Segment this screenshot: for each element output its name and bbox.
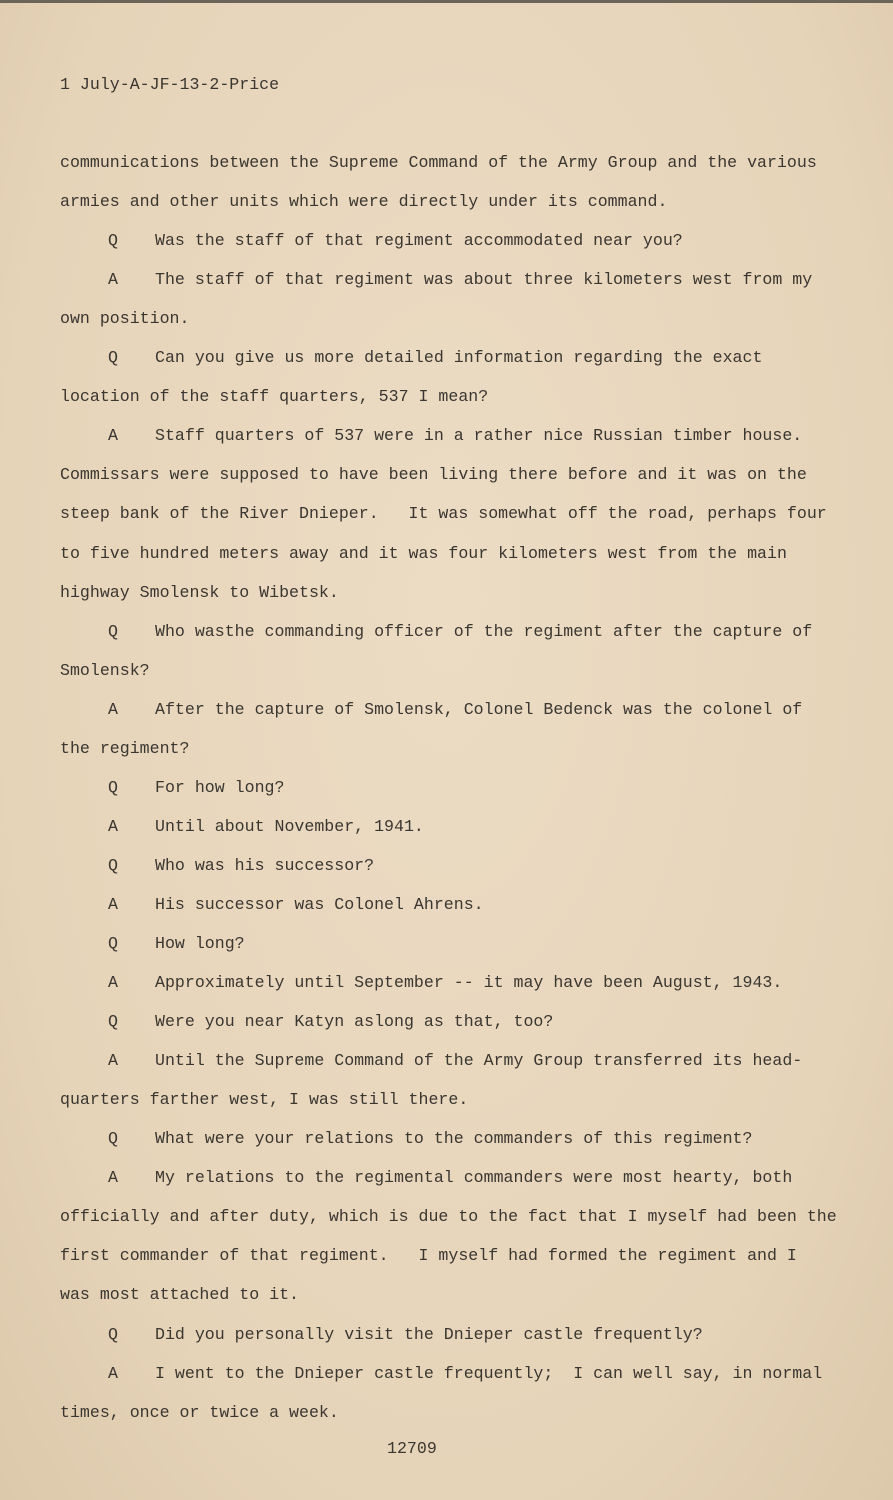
transcript-line: What were your relations to the commanders of this regiment? [155, 1129, 753, 1149]
transcript-line: Commissars were supposed to have been living there before and it was on the [60, 465, 807, 485]
question-marker: Q [108, 231, 118, 251]
transcript-line: Staff quarters of 537 were in a rather nice Russian timber house. [155, 426, 803, 446]
transcript-line: Who wasthe commanding officer of the regiment after the capture of [155, 621, 813, 641]
transcript-line: Until about November, 1941. [155, 816, 424, 836]
transcript-line: own position. [60, 309, 190, 329]
answer-marker: A [108, 1363, 118, 1383]
answer-marker: A [108, 699, 118, 719]
transcript-line: officially and after duty, which is due to the fact that I myself had been the [60, 1207, 837, 1227]
transcript-line: Approximately until September -- it may have been August, 1943. [155, 973, 783, 993]
question-marker: Q [108, 348, 118, 368]
document-header: 1 July-A-JF-13-2-Price [60, 75, 280, 94]
transcript-line: Can you give us more detailed information regarding the exact [155, 348, 763, 368]
question-marker: Q [108, 777, 118, 797]
transcript-line: My relations to the regimental commanders were most hearty, both [155, 1168, 793, 1188]
transcript-line: highway Smolensk to Wibetsk. [60, 582, 339, 602]
transcript-line: Who was his successor? [155, 855, 375, 875]
answer-marker: A [108, 816, 118, 836]
question-marker: Q [108, 621, 118, 641]
question-marker: Q [108, 1129, 118, 1149]
transcript-line: Did you personally visit the Dnieper castle frequently? [155, 1324, 703, 1344]
transcript-line: was most attached to it. [60, 1285, 299, 1305]
answer-marker: A [108, 426, 118, 446]
transcript-line: the regiment? [60, 738, 190, 758]
transcript-line: Were you near Katyn aslong as that, too? [155, 1012, 554, 1032]
transcript-line: quarters farther west, I was still there. [60, 1090, 469, 1110]
page-number: 12709 [387, 1439, 437, 1458]
transcript-line: The staff of that regiment was about three kilometers west from my [155, 270, 813, 290]
question-marker: Q [108, 1012, 118, 1032]
transcript-line: Smolensk? [60, 660, 150, 680]
transcript-line: After the capture of Smolensk, Colonel Bedenck was the colonel of [155, 699, 803, 719]
scan-edge [0, 0, 893, 3]
transcript-line: steep bank of the River Dnieper. It was somewhat off the road, perhaps four [60, 504, 827, 524]
answer-marker: A [108, 1051, 118, 1071]
transcript-line: I went to the Dnieper castle frequently; I can well say, in normal [155, 1363, 823, 1383]
question-marker: Q [108, 855, 118, 875]
transcript-line: Was the staff of that regiment accommodated near you? [155, 231, 683, 251]
transcript-line: times, once or twice a week. [60, 1402, 339, 1422]
transcript-line: location of the staff quarters, 537 I mean? [60, 387, 489, 407]
question-marker: Q [108, 934, 118, 953]
transcript-line: How long? [155, 934, 245, 953]
answer-marker: A [108, 973, 118, 993]
transcript-line: For how long? [155, 777, 285, 797]
transcript-line: first commander of that regiment. I myself had formed the regiment and I [60, 1246, 797, 1266]
answer-marker: A [108, 1168, 118, 1188]
answer-marker: A [108, 894, 118, 914]
transcript-line: communications between the Supreme Command of the Army Group and the various [60, 153, 817, 172]
transcript-line: His successor was Colonel Ahrens. [155, 894, 484, 914]
transcript-line: Until the Supreme Command of the Army Group transferred its head- [155, 1051, 803, 1071]
question-marker: Q [108, 1324, 118, 1344]
transcript-line: to five hundred meters away and it was four kilometers west from the main [60, 543, 787, 563]
transcript-line: armies and other units which were directly under its command. [60, 192, 668, 212]
answer-marker: A [108, 270, 118, 290]
